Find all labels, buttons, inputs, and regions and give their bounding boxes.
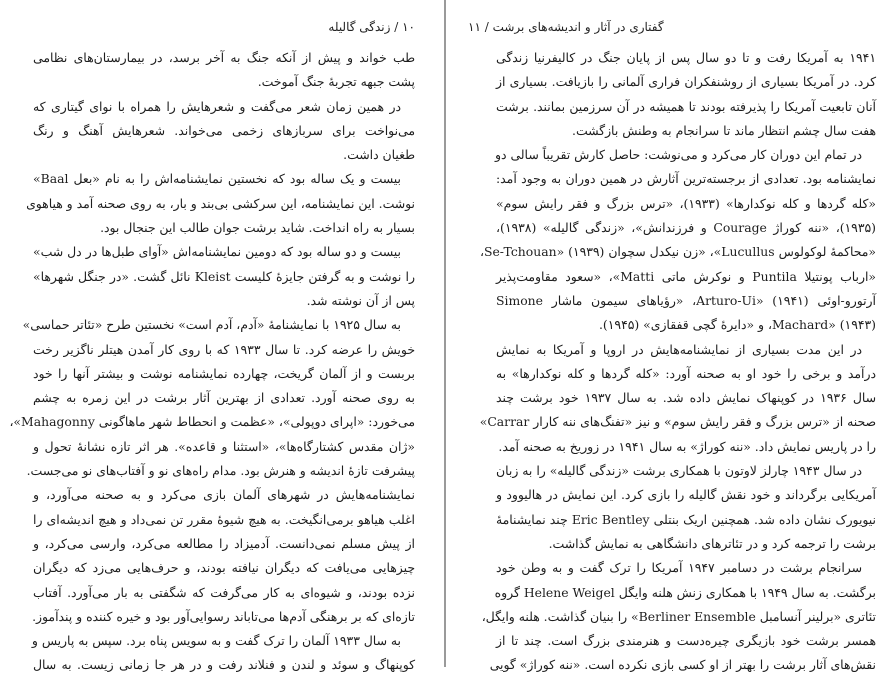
text-line: در سال ۱۹۴۳ چارلز لاوتون با همکاری برشت «زندگی گالیله» را به زبان: [496, 463, 862, 479]
right-running-title: گفتاری در آثار و اندیشه‌های برشت: [492, 20, 664, 34]
text-line: ۱۹۴۱ به آمریکا رفت و تا دو سال پس از پایان جنگ در کالیفرنیا زندگی: [496, 50, 876, 65]
text-line: (۱۹۳۵)، «ننه کوراژ Courage و فرزندانش»، «زندگی گالیله» (۱۹۳۸)،: [496, 220, 876, 236]
text-line: آمریکایی برگرداند و خود نقش گالیله را بازی کرد. این نمایش در هالیوود و: [496, 487, 876, 503]
left-page-header-title: [328, 20, 415, 34]
text-line: نمایشنامه‌هایش در شهرهای آلمان بازی می‌کرد و به صحنه می‌آورد، و: [33, 487, 415, 503]
text-line: نقش‌های آثار برشت را بهتر از او کسی بازی نکرده است. «ننه کوراژ» گویی: [489, 657, 876, 673]
left-page-number: ۱۰: [402, 20, 415, 34]
text-line: سرانجام برشت در دسامبر ۱۹۴۷ آمریکا را ترک گفت و به وطن خود: [496, 560, 862, 576]
text-line: کوپنهاگ و سوئد و لندن و فنلاند رفت و در هر جا زمانی زیست. به سال: [33, 657, 415, 673]
text-line: Machard» (۱۹۴۳)، و «دایرهٔ گچی قفقازی» (۱۹۴۵).: [598, 317, 876, 333]
text-line: در همین زمان شعر می‌گفت و شعرهایش را همراه با نوای گیتاری که: [33, 98, 401, 114]
left-page: [0, 0, 445, 673]
text-line: می‌خورد: «اپرای دوپولی»، «عظمت و انحطاط شهر ماهاگونی Mahagonny»،: [9, 414, 415, 430]
text-line: برگشت. به سال ۱۹۴۹ با همکاری زنش هلنه وایگل Helene Weigel گروه: [494, 584, 876, 600]
text-line: نوشت. این نمایشنامه، این سرکشی بی‌بند و بار، به روی صحنه آمد و هیاهوی: [26, 195, 415, 211]
text-line: به سال ۱۹۳۳ آلمان را ترک گفت و به سویس پناه برد. سپس به پاریس و: [31, 633, 401, 649]
text-line: نیویورک نشان داده شد. همچنین اریک بنتلی Eric Bentley چند نمایشنامهٔ: [496, 511, 876, 527]
right-page-body: [479, 46, 876, 678]
text-line: در این مدت بسیاری از نمایشنامه‌هایش در اروپا و آمریکا به نمایش: [496, 341, 862, 357]
text-line: پشت جبهه تجربهٔ جنگ آموخت.: [257, 74, 415, 90]
text-line: «کله گردها و کله نوکدارها» (۱۹۳۳)، «ترس بزرگ و فقر رایش سوم»: [496, 195, 876, 211]
right-page-number: ۱۱: [468, 20, 481, 34]
text-line: در تمام این دوران کار می‌کرد و می‌نوشت: حاصل کارش تقریباً سالی دو: [495, 147, 862, 163]
header-separator: /: [390, 20, 399, 34]
text-line: تازه‌ای که بر برهنگی آدم‌ها می‌تاباند رسوایی‌آور بود و خیره کننده و پندآموز.: [32, 608, 415, 624]
text-line: کرد. در آمریکا بسیاری از روشنفکران فراری آلمانی را بازیافت. بسیاری از: [496, 74, 876, 90]
text-line: خویش را عرضه کرد. تا سال ۱۹۳۳ که با روی کار آمدن هیتلر ناگزیر رخت: [33, 341, 415, 357]
text-line: صحنه از «ترس بزرگ و فقر رایش سوم» و نیز «تفنگ‌های ننه کارار Carrar»: [479, 414, 876, 430]
text-line: بربست و از آلمان گریخت، چهارده نمایشنامه نوشت و بیشتر آنها را خود: [33, 365, 415, 381]
text-line: نمایشنامه بود. تعدادی از برجسته‌ترین آثارش در همین دوران به وجود آمد:: [496, 171, 876, 187]
text-line: را نوشت و به گرفتن جایزهٔ کلیست Kleist نائل گشت. «در جنگل شهرها»: [33, 268, 415, 284]
text-line: «محاکمهٔ لوکولوس Lucullus»، «زن نیکدل سچوان Se-Tchouan» (۱۹۳۹)،: [479, 244, 876, 260]
text-line: هفت سال چشم انتظار ماند تا سرانجام به وطنش بازگشت.: [572, 122, 876, 138]
text-line: به روی صحنه آورد. تعدادی از بهترین آثار برشت در این زمره به چشم: [33, 390, 415, 406]
text-line: همسر برشت خود بازیگری چیره‌دست و هنرمندی بزرگ است. چند تا از: [496, 633, 876, 649]
text-line: نزده بودند، و شیوه‌ای به کار می‌گرفت که شگفتی به بار می‌آورد. آفتاب: [33, 584, 415, 600]
text-line: بیست و دو ساله بود که دومین نمایشنامه‌اش «آوای طبل‌ها در دل شب»: [33, 244, 401, 260]
text-line: پیشرفت تازهٔ اندیشه و هنرش بود. مدام راه‌های نو و آفتاب‌های نو می‌جست.: [26, 463, 415, 479]
text-line: از پیش مسلم نمی‌دانست. آدمیزاد را مطالعه می‌کرد، وارسی می‌کرد، و: [33, 535, 415, 551]
text-line: را در پاریس نمایش داد. «ننه کوراژ» به سال ۱۹۴۱ در زوریخ به صحنه آمد.: [498, 438, 876, 454]
left-running-title: زندگی گالیله: [328, 20, 391, 34]
text-line: آرتورو-اوئی Arturo-Ui» (۱۹۴۱)، «رؤیاهای سیمون ماشار Simone: [496, 292, 876, 308]
text-line: «ارباب پونتیلا Puntila و نوکرش ماتی Matti»، «سعود مقاومت‌پذیر: [496, 268, 876, 284]
text-line: پس از آن نوشته شد.: [306, 292, 415, 308]
text-line: به سال ۱۹۲۵ با نمایشنامهٔ «آدم، آدم است» نخستین طرح «تئاتر حماسی»: [22, 317, 401, 333]
text-line: آنان تابعیت آمریکا را پذیرفته بودند تا همیشه در آن سرزمین بمانند. برشت: [496, 98, 876, 114]
text-line: «ژان مقدس کشتارگاه‌ها»، «استثنا و قاعده». هر اثر تازه نشانهٔ تحول و: [33, 438, 415, 454]
left-page-body: [9, 46, 415, 678]
text-line: سال ۱۹۳۶ در کوپنهاک نمایش داده شد. به سال ۱۹۳۷ خود برشت چند: [496, 390, 876, 406]
text-line: چیزهایی می‌یافت که دیگران نیافته بودند، و حرف‌هایی می‌زد که دیگران: [33, 560, 415, 576]
right-page-number-group: [468, 20, 664, 34]
text-line: اغلب هیاهو برمی‌انگیخت. به هیچ شیوهٔ مقرر تن نمی‌داد و هیچ اندیشه‌ای را: [33, 511, 415, 527]
text-line: برشت را ترجمه کرد و در تئاترهای دانشگاهی به نمایش گذاشت.: [548, 535, 876, 551]
text-line: بیست و یک ساله بود که نخستین نمایشنامه‌اش را به نام «بعل Baal»: [33, 171, 401, 187]
header-separator: /: [480, 20, 489, 34]
text-line: بسیار به راه انداخت. شاید برشت جوان طالب این جنجال بود.: [100, 220, 415, 236]
text-line: می‌نواخت برای سربازهای زخمی می‌خواند. شعرهایش آهنگ و رنگ: [33, 122, 415, 138]
text-line: طب خواند و پیش از آنکه جنگ به آخر برسد، در بیمارستان‌های نظامی: [33, 50, 415, 65]
right-page: [446, 0, 885, 673]
text-line: تئاتری «برلینر آنسامبل Berliner Ensemble» را بنیان گذاشت. هلنه وایگل،: [481, 608, 876, 624]
text-line: طغیان داشت.: [343, 147, 415, 163]
text-line: درآمد و برخی را خود او به صحنه آورد: «کله گردها و کله نوکدارها» به: [496, 365, 876, 381]
